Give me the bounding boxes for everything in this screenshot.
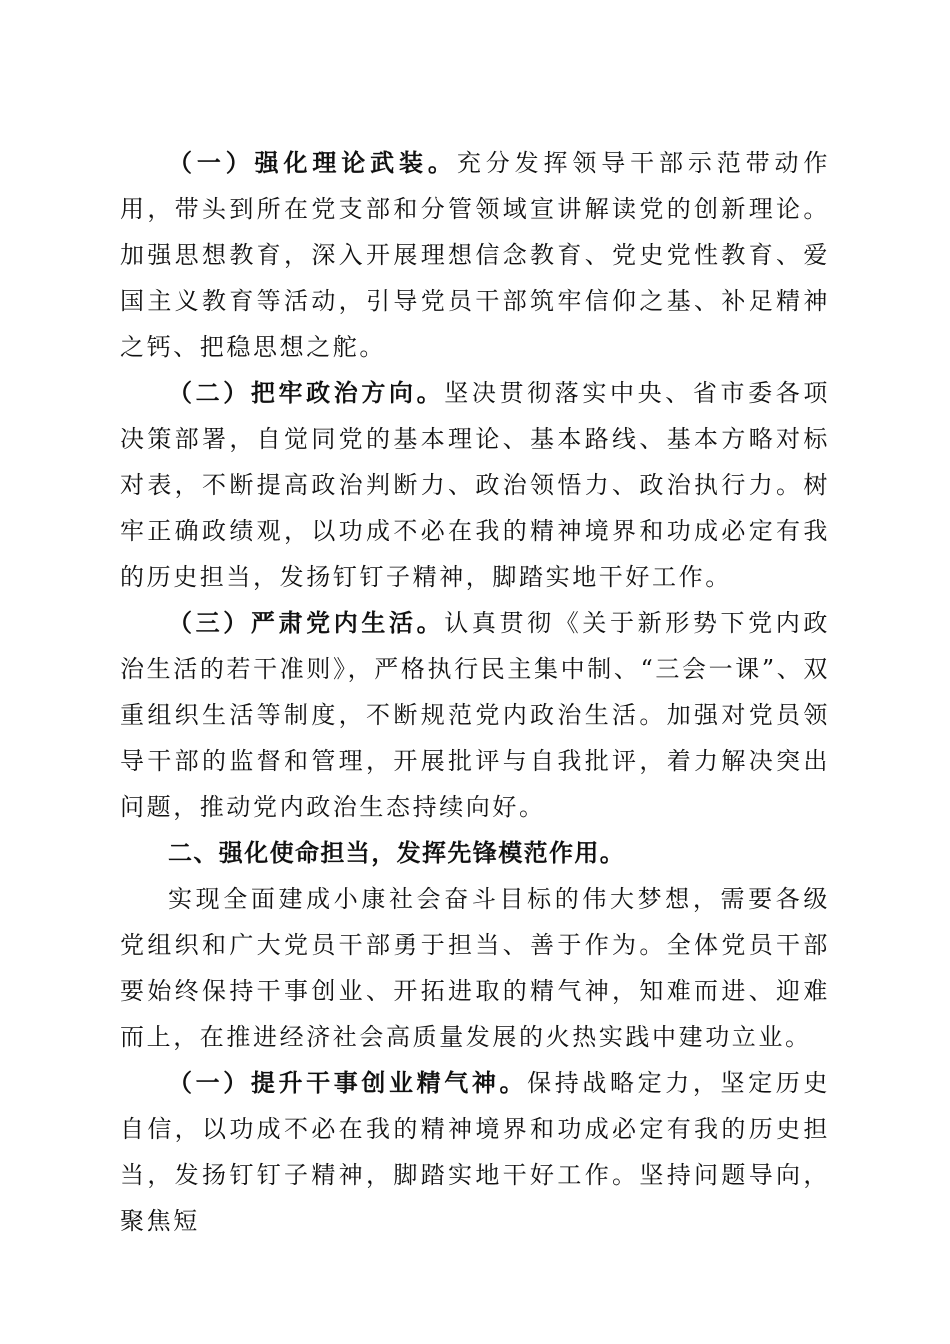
paragraph-party-life bbox=[120, 600, 830, 830]
document-page bbox=[120, 140, 830, 1244]
paragraph-lead: （一）强化理论武装。 bbox=[168, 148, 457, 177]
section-intro-paragraph: 实现全面建成小康社会奋斗目标的伟大梦想，需要各级党组织和广大党员干部勇于担当、善于作为。全体党员干部要始终保持干事创业、开拓进取的精气神，知难而进、迎难而上，在推进经济社会高质量发展的火热实践中建功立业。 bbox=[120, 885, 830, 1051]
paragraph-lead: （一）提升干事创业精气神。 bbox=[168, 1068, 528, 1097]
paragraph-strengthen-theory bbox=[120, 140, 830, 370]
paragraph-lead: （二）把牢政治方向。 bbox=[168, 378, 445, 407]
paragraph-body: 坚决贯彻落实中央、省市委各项决策部署，自觉同党的基本理论、基本路线、基本方略对标对表，不断提高政治判断力、政治领悟力、政治执行力。树牢正确政绩观，以功成不必在我的精神境界和功成必定有我的历史担当，发扬钉钉子精神，脚踏实地干好工作。 bbox=[120, 379, 831, 591]
paragraph-entrepreneurial-spirit bbox=[120, 1060, 830, 1244]
section-heading: 二、强化使命担当，发挥先锋模范作用。 bbox=[168, 839, 626, 867]
paragraph-body: 充分发挥领导干部示范带动作用，带头到所在党支部和分管领域宣讲解读党的创新理论。加强思想教育，深入开展理想信念教育、党史党性教育、爱国主义教育等活动，引导党员干部筑牢信仰之基、补足精神之钙、把稳思想之舵。 bbox=[120, 149, 830, 361]
paragraph-body: 认真贯彻《关于新形势下党内政治生活的若干准则》，严格执行民主集中制、“三会一课”、双重组织生活等制度，不断规范党内政治生活。加强对党员领导干部的监督和管理，开展批评与自我批评，着力解决突出问题，推动党内政治生态持续向好。 bbox=[120, 609, 831, 821]
paragraph-lead: （三）严肃党内生活。 bbox=[168, 608, 445, 637]
paragraph-body: 保持战略定力，坚定历史自信，以功成不必在我的精神境界和功成必定有我的历史担当，发扬钉钉子精神，脚踏实地干好工作。坚持问题导向，聚焦短 bbox=[120, 1069, 830, 1235]
paragraph-political-direction bbox=[120, 370, 830, 600]
